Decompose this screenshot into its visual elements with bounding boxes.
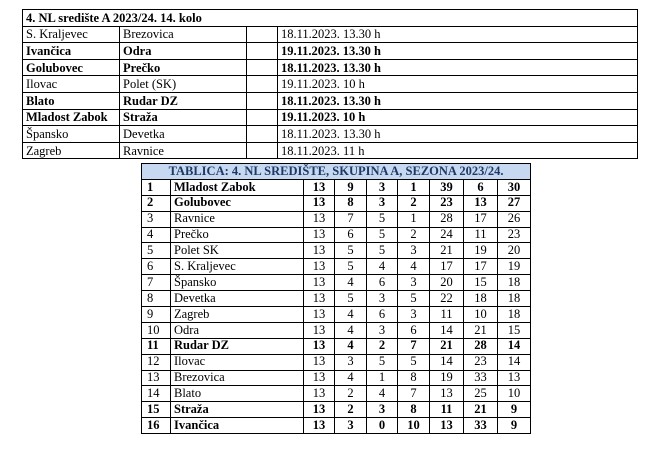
standing-points: 14 xyxy=(498,354,531,370)
standing-goals-for: 19 xyxy=(430,370,464,386)
fixture-empty-cell xyxy=(247,92,278,109)
standing-played: 13 xyxy=(304,370,335,386)
standing-position: 3 xyxy=(142,211,171,227)
standing-points: 10 xyxy=(498,386,531,402)
fixture-empty-cell xyxy=(247,109,278,126)
standing-goals-for: 17 xyxy=(430,259,464,275)
standing-goals-against: 15 xyxy=(464,275,498,291)
standing-played: 13 xyxy=(304,402,335,418)
standing-position: 5 xyxy=(142,243,171,259)
standing-losses: 3 xyxy=(398,275,430,291)
standing-draws: 4 xyxy=(367,386,398,402)
fixture-datetime: 18.11.2023. 13.30 h xyxy=(278,59,638,76)
standing-team: Špansko xyxy=(171,275,304,291)
standing-played: 13 xyxy=(304,386,335,402)
standing-goals-for: 20 xyxy=(430,275,464,291)
standing-played: 13 xyxy=(304,179,335,195)
standings-body xyxy=(142,164,531,434)
fixture-datetime: 18.11.2023. 13.30 h xyxy=(278,26,638,43)
standing-team: Zagreb xyxy=(171,307,304,323)
standing-points: 19 xyxy=(498,259,531,275)
standing-losses: 7 xyxy=(398,386,430,402)
standing-goals-against: 19 xyxy=(464,243,498,259)
standing-team: Straža xyxy=(171,402,304,418)
fixture-away-team: Polet (SK) xyxy=(120,76,247,93)
fixture-empty-cell xyxy=(247,126,278,143)
standing-losses: 5 xyxy=(398,291,430,307)
standings-row xyxy=(142,370,531,386)
standing-goals-for: 11 xyxy=(430,402,464,418)
standing-goals-for: 23 xyxy=(430,195,464,211)
standing-goals-for: 22 xyxy=(430,291,464,307)
standing-position: 8 xyxy=(142,291,171,307)
standings-row xyxy=(142,291,531,307)
standing-points: 13 xyxy=(498,370,531,386)
fixture-datetime: 19.11.2023. 10 h xyxy=(278,76,638,93)
standing-wins: 9 xyxy=(335,179,367,195)
standings-row xyxy=(142,418,531,434)
standing-draws: 6 xyxy=(367,307,398,323)
standing-goals-for: 21 xyxy=(430,243,464,259)
standing-team: Blato xyxy=(171,386,304,402)
standing-wins: 4 xyxy=(335,338,367,354)
standing-goals-for: 14 xyxy=(430,354,464,370)
standing-position: 7 xyxy=(142,275,171,291)
standing-wins: 3 xyxy=(335,418,367,434)
standing-wins: 4 xyxy=(335,370,367,386)
standing-losses: 2 xyxy=(398,195,430,211)
standing-goals-for: 28 xyxy=(430,211,464,227)
fixture-row xyxy=(23,109,638,126)
standing-played: 13 xyxy=(304,307,335,323)
standing-losses: 4 xyxy=(398,259,430,275)
standing-team: Ravnice xyxy=(171,211,304,227)
standings-row xyxy=(142,195,531,211)
standing-points: 23 xyxy=(498,227,531,243)
fixture-home-team: Golubovec xyxy=(23,59,120,76)
standing-position: 9 xyxy=(142,307,171,323)
standing-played: 13 xyxy=(304,243,335,259)
standing-goals-for: 13 xyxy=(430,386,464,402)
standing-points: 30 xyxy=(498,179,531,195)
standing-goals-against: 6 xyxy=(464,179,498,195)
standing-wins: 5 xyxy=(335,291,367,307)
fixture-empty-cell xyxy=(247,43,278,60)
standing-draws: 3 xyxy=(367,195,398,211)
standing-draws: 5 xyxy=(367,354,398,370)
standing-draws: 6 xyxy=(367,275,398,291)
fixture-empty-cell xyxy=(247,59,278,76)
standing-draws: 5 xyxy=(367,243,398,259)
fixture-home-team: Blato xyxy=(23,92,120,109)
standing-wins: 2 xyxy=(335,386,367,402)
standing-wins: 4 xyxy=(335,307,367,323)
standing-position: 16 xyxy=(142,418,171,434)
standing-points: 27 xyxy=(498,195,531,211)
standing-team: Odra xyxy=(171,322,304,338)
fixture-row xyxy=(23,59,638,76)
standing-draws: 3 xyxy=(367,179,398,195)
fixture-home-team: S. Kraljevec xyxy=(23,26,120,43)
standing-points: 9 xyxy=(498,418,531,434)
standing-points: 14 xyxy=(498,338,531,354)
fixture-away-team: Ravnice xyxy=(120,142,247,159)
standing-played: 13 xyxy=(304,275,335,291)
standing-team: Ilovac xyxy=(171,354,304,370)
standing-position: 2 xyxy=(142,195,171,211)
fixture-row xyxy=(23,92,638,109)
standing-team: Ivančica xyxy=(171,418,304,434)
standing-goals-against: 18 xyxy=(464,291,498,307)
standing-losses: 8 xyxy=(398,370,430,386)
standing-goals-against: 13 xyxy=(464,195,498,211)
standing-position: 10 xyxy=(142,322,171,338)
standings-row xyxy=(142,259,531,275)
fixture-home-team: Ilovac xyxy=(23,76,120,93)
standing-wins: 5 xyxy=(335,243,367,259)
fixtures-header-row xyxy=(23,10,638,27)
standing-losses: 2 xyxy=(398,227,430,243)
standing-points: 18 xyxy=(498,291,531,307)
standing-losses: 3 xyxy=(398,307,430,323)
standings-row xyxy=(142,307,531,323)
standing-draws: 3 xyxy=(367,402,398,418)
standing-losses: 10 xyxy=(398,418,430,434)
standings-row xyxy=(142,338,531,354)
standing-goals-for: 39 xyxy=(430,179,464,195)
standing-goals-against: 11 xyxy=(464,227,498,243)
standings-table xyxy=(141,163,531,434)
standing-draws: 5 xyxy=(367,211,398,227)
standing-goals-against: 17 xyxy=(464,211,498,227)
fixture-datetime: 18.11.2023. 13.30 h xyxy=(278,92,638,109)
fixture-datetime: 18.11.2023. 11 h xyxy=(278,142,638,159)
standings-row xyxy=(142,179,531,195)
fixture-away-team: Brezovica xyxy=(120,26,247,43)
fixture-home-team: Zagreb xyxy=(23,142,120,159)
standing-played: 13 xyxy=(304,338,335,354)
fixture-away-team: Rudar DZ xyxy=(120,92,247,109)
standing-points: 20 xyxy=(498,243,531,259)
standing-draws: 1 xyxy=(367,370,398,386)
fixture-row xyxy=(23,142,638,159)
standings-row xyxy=(142,386,531,402)
standing-played: 13 xyxy=(304,195,335,211)
standing-played: 13 xyxy=(304,291,335,307)
fixture-away-team: Prečko xyxy=(120,59,247,76)
standing-goals-for: 21 xyxy=(430,338,464,354)
standing-points: 18 xyxy=(498,307,531,323)
standing-wins: 7 xyxy=(335,211,367,227)
standings-row xyxy=(142,354,531,370)
standing-goals-against: 33 xyxy=(464,418,498,434)
fixture-empty-cell xyxy=(247,76,278,93)
standing-wins: 8 xyxy=(335,195,367,211)
standing-position: 12 xyxy=(142,354,171,370)
standing-wins: 4 xyxy=(335,275,367,291)
standing-draws: 4 xyxy=(367,259,398,275)
standing-team: Brezovica xyxy=(171,370,304,386)
standing-position: 11 xyxy=(142,338,171,354)
standing-goals-against: 28 xyxy=(464,338,498,354)
standing-goals-for: 13 xyxy=(430,418,464,434)
standing-draws: 5 xyxy=(367,227,398,243)
standings-row xyxy=(142,211,531,227)
standing-losses: 7 xyxy=(398,338,430,354)
standing-points: 15 xyxy=(498,322,531,338)
standings-header-row xyxy=(142,164,531,180)
fixture-row xyxy=(23,26,638,43)
fixtures-body xyxy=(23,10,638,159)
standing-losses: 8 xyxy=(398,402,430,418)
standing-goals-against: 25 xyxy=(464,386,498,402)
standing-draws: 0 xyxy=(367,418,398,434)
standing-draws: 2 xyxy=(367,338,398,354)
standing-team: S. Kraljevec xyxy=(171,259,304,275)
standings-row xyxy=(142,402,531,418)
standing-played: 13 xyxy=(304,211,335,227)
standing-played: 13 xyxy=(304,227,335,243)
standing-wins: 3 xyxy=(335,354,367,370)
standing-team: Rudar DZ xyxy=(171,338,304,354)
standing-goals-for: 14 xyxy=(430,322,464,338)
standings-row xyxy=(142,227,531,243)
standing-position: 1 xyxy=(142,179,171,195)
standing-goals-against: 10 xyxy=(464,307,498,323)
standing-played: 13 xyxy=(304,354,335,370)
standing-team: Prečko xyxy=(171,227,304,243)
standings-row xyxy=(142,243,531,259)
standing-team: Devetka xyxy=(171,291,304,307)
fixture-row xyxy=(23,76,638,93)
standings-row xyxy=(142,275,531,291)
fixture-away-team: Odra xyxy=(120,43,247,60)
standing-points: 26 xyxy=(498,211,531,227)
standing-wins: 2 xyxy=(335,402,367,418)
standing-losses: 3 xyxy=(398,243,430,259)
standing-goals-against: 17 xyxy=(464,259,498,275)
standing-team: Mladost Zabok xyxy=(171,179,304,195)
standing-played: 13 xyxy=(304,322,335,338)
standing-wins: 5 xyxy=(335,259,367,275)
fixture-datetime: 19.11.2023. 13.30 h xyxy=(278,43,638,60)
standing-position: 4 xyxy=(142,227,171,243)
standing-position: 6 xyxy=(142,259,171,275)
standing-goals-against: 23 xyxy=(464,354,498,370)
standing-team: Golubovec xyxy=(171,195,304,211)
standing-draws: 3 xyxy=(367,322,398,338)
fixture-home-team: Špansko xyxy=(23,126,120,143)
standing-goals-for: 11 xyxy=(430,307,464,323)
standing-wins: 4 xyxy=(335,322,367,338)
standing-losses: 1 xyxy=(398,211,430,227)
standing-draws: 3 xyxy=(367,291,398,307)
standing-losses: 6 xyxy=(398,322,430,338)
fixture-away-team: Devetka xyxy=(120,126,247,143)
standing-position: 13 xyxy=(142,370,171,386)
fixture-datetime: 18.11.2023. 13.30 h xyxy=(278,126,638,143)
standings-title: TABLICA: 4. NL SREDIŠTE, SKUPINA A, SEZONA 2023/24. xyxy=(142,164,531,180)
standing-points: 18 xyxy=(498,275,531,291)
standing-losses: 1 xyxy=(398,179,430,195)
fixtures-title: 4. NL središte A 2023/24. 14. kolo xyxy=(23,10,638,27)
standing-losses: 5 xyxy=(398,354,430,370)
standings-row xyxy=(142,322,531,338)
standing-wins: 6 xyxy=(335,227,367,243)
fixture-home-team: Mladost Zabok xyxy=(23,109,120,126)
standing-goals-against: 33 xyxy=(464,370,498,386)
standing-team: Polet SK xyxy=(171,243,304,259)
standing-goals-for: 24 xyxy=(430,227,464,243)
fixture-home-team: Ivančica xyxy=(23,43,120,60)
fixture-away-team: Straža xyxy=(120,109,247,126)
fixture-row xyxy=(23,43,638,60)
fixture-datetime: 19.11.2023. 10 h xyxy=(278,109,638,126)
standing-goals-against: 21 xyxy=(464,322,498,338)
fixture-empty-cell xyxy=(247,142,278,159)
standing-goals-against: 21 xyxy=(464,402,498,418)
standing-position: 14 xyxy=(142,386,171,402)
standing-points: 9 xyxy=(498,402,531,418)
fixtures-table xyxy=(22,9,638,159)
standing-played: 13 xyxy=(304,259,335,275)
standing-position: 15 xyxy=(142,402,171,418)
fixture-empty-cell xyxy=(247,26,278,43)
fixture-row xyxy=(23,126,638,143)
standing-played: 13 xyxy=(304,418,335,434)
